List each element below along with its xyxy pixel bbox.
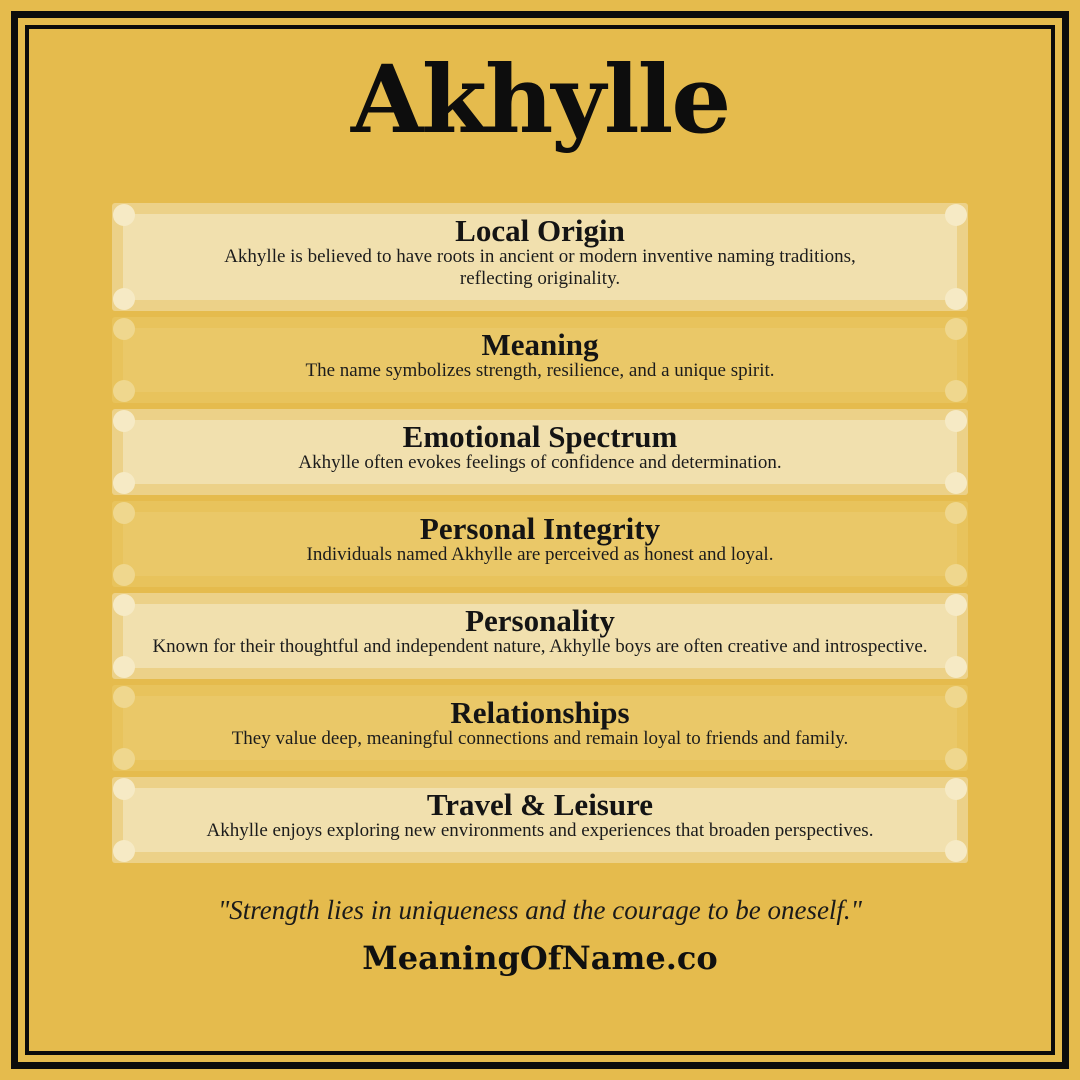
corner-rivet-icon [113,686,135,708]
card-inner-panel [123,788,957,852]
quote-text: "Strength lies in uniqueness and the courage to be oneself." [217,895,863,925]
info-card-emotional-spectrum [112,409,968,495]
corner-rivet-icon [113,594,135,616]
card-inner-panel [123,214,957,300]
corner-rivet-icon [945,318,967,340]
corner-rivet-icon [113,778,135,800]
card-inner-panel [123,604,957,668]
corner-rivet-icon [113,564,135,586]
corner-rivet-icon [113,288,135,310]
info-card-list [112,203,968,863]
corner-rivet-icon [113,748,135,770]
card-body: Akhylle is believed to have roots in ancient or modern inventive naming traditions, reflecting originality. [224,246,856,289]
brand-name: MeaningOfName.co [362,939,718,977]
card-inner-panel [123,328,957,392]
corner-rivet-icon [945,564,967,586]
corner-rivet-icon [945,472,967,494]
corner-rivet-icon [113,318,135,340]
card-body: Known for their thoughtful and independent nature, Akhylle boys are often creative and introspective. [152,636,928,657]
corner-rivet-icon [945,288,967,310]
corner-rivet-icon [945,778,967,800]
card-body: Akhylle often evokes feelings of confidence and determination. [298,452,782,473]
corner-rivet-icon [945,748,967,770]
corner-rivet-icon [113,472,135,494]
corner-rivet-icon [945,594,967,616]
corner-rivet-icon [113,410,135,432]
info-card-personality [112,593,968,679]
poster-content [29,29,1051,1051]
card-title: Travel & Leisure [426,787,654,822]
corner-rivet-icon [945,840,967,862]
corner-rivet-icon [945,686,967,708]
corner-rivet-icon [113,204,135,226]
card-title: Personal Integrity [419,511,661,546]
corner-rivet-icon [945,410,967,432]
card-title: Personality [465,603,615,638]
card-body: They value deep, meaningful connections and remain loyal to friends and family. [231,728,849,749]
corner-rivet-icon [945,656,967,678]
info-card-meaning [112,317,968,403]
card-title: Local Origin [455,213,625,248]
info-card-local-origin [112,203,968,311]
info-card-travel-leisure [112,777,968,863]
card-inner-panel [123,420,957,484]
card-body: Akhylle enjoys exploring new environments and experiences that broaden perspectives. [206,820,874,841]
page-title: Akhylle [350,45,730,155]
info-card-personal-integrity [112,501,968,587]
corner-rivet-icon [113,656,135,678]
card-body: The name symbolizes strength, resilience, and a unique spirit. [305,360,775,381]
corner-rivet-icon [945,380,967,402]
card-inner-panel [123,696,957,760]
corner-rivet-icon [113,840,135,862]
corner-rivet-icon [945,502,967,524]
corner-rivet-icon [113,502,135,524]
corner-rivet-icon [113,380,135,402]
info-card-relationships [112,685,968,771]
card-title: Relationships [450,695,630,730]
card-inner-panel [123,512,957,576]
card-title: Emotional Spectrum [402,419,678,454]
card-body: Individuals named Akhylle are perceived as honest and loyal. [306,544,774,565]
card-title: Meaning [481,327,599,362]
corner-rivet-icon [945,204,967,226]
